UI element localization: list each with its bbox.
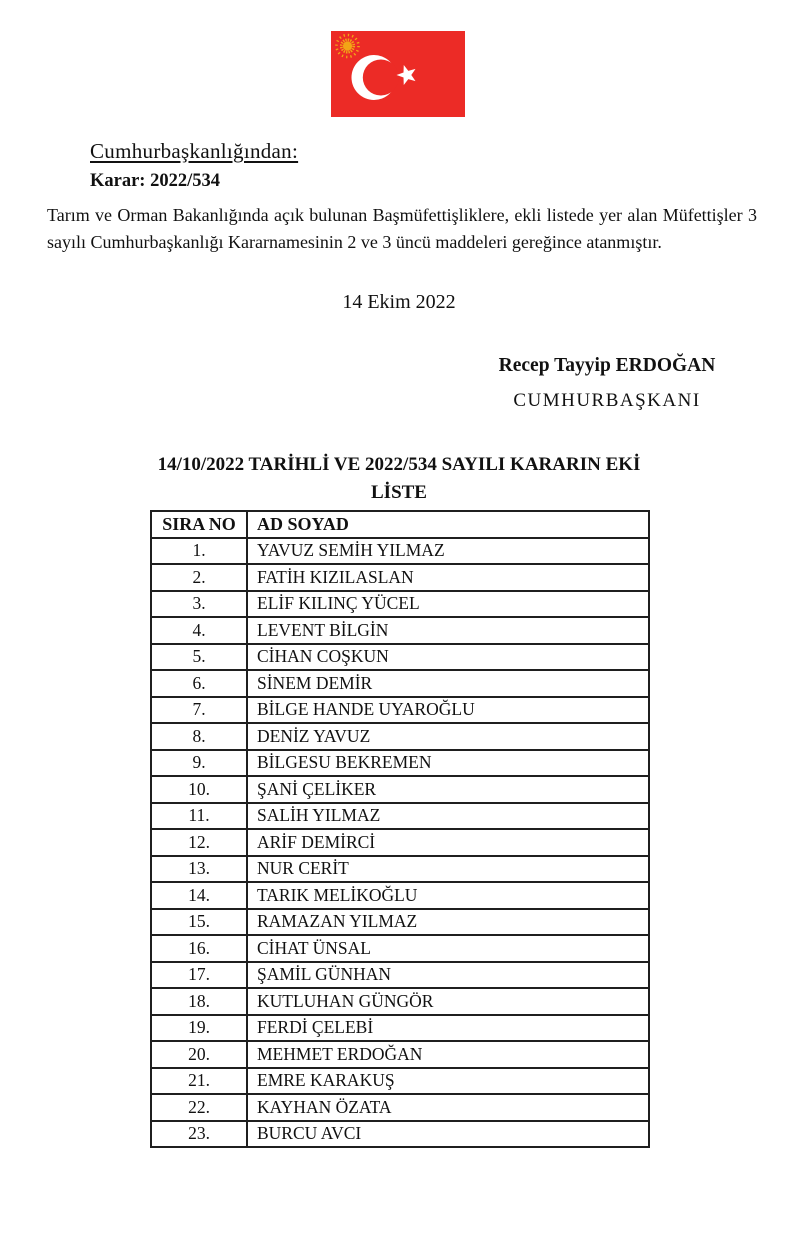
table-row (151, 538, 649, 565)
signatory-title: CUMHURBAŞKANI (513, 390, 701, 411)
row-name: BURCU AVCI (247, 1121, 649, 1148)
flag-graphic (331, 31, 465, 117)
table-row (151, 697, 649, 724)
row-name: SİNEM DEMİR (247, 670, 649, 697)
header-ad-soyad: AD SOYAD (247, 511, 649, 538)
row-name: ELİF KILINÇ YÜCEL (247, 591, 649, 618)
row-name: YAVUZ SEMİH YILMAZ (247, 538, 649, 565)
table-row (151, 909, 649, 936)
row-number: 19. (151, 1015, 247, 1042)
row-number: 4. (151, 617, 247, 644)
row-name: CİHAT ÜNSAL (247, 935, 649, 962)
row-number: 23. (151, 1121, 247, 1148)
sun-emblem-core (343, 41, 352, 50)
annex-list-title (0, 451, 798, 507)
crescent-inner (363, 60, 399, 96)
row-number: 20. (151, 1041, 247, 1068)
row-name: BİLGE HANDE UYAROĞLU (247, 697, 649, 724)
decision-body-paragraph: Tarım ve Orman Bakanlığında açık bulunan Başmüfettişliklere, ekli listede yer alan Müfettişler 3 sayılı Cumhurbaşkanlığı Kararnamesinin 2 ve 3 üncü maddeleri gereğince atanmıştır. (47, 205, 757, 252)
row-name: ŞANİ ÇELİKER (247, 776, 649, 803)
row-number: 10. (151, 776, 247, 803)
row-name: KAYHAN ÖZATA (247, 1094, 649, 1121)
table-row (151, 670, 649, 697)
table-row (151, 750, 649, 777)
row-name: ŞAMİL GÜNHAN (247, 962, 649, 989)
table-row (151, 829, 649, 856)
row-name: LEVENT BİLGİN (247, 617, 649, 644)
row-number: 14. (151, 882, 247, 909)
row-number: 11. (151, 803, 247, 830)
row-number: 7. (151, 697, 247, 724)
table-row (151, 1121, 649, 1148)
table-row (151, 1015, 649, 1042)
row-number: 21. (151, 1068, 247, 1095)
row-number: 1. (151, 538, 247, 565)
row-number: 6. (151, 670, 247, 697)
row-name: FATİH KIZILASLAN (247, 564, 649, 591)
row-number: 22. (151, 1094, 247, 1121)
turkish-presidential-flag (331, 31, 465, 117)
row-number: 5. (151, 644, 247, 671)
decision-number: Karar: 2022/534 (90, 171, 220, 191)
row-name: DENİZ YAVUZ (247, 723, 649, 750)
table-row (151, 988, 649, 1015)
row-name: NUR CERİT (247, 856, 649, 883)
table-row (151, 644, 649, 671)
row-number: 15. (151, 909, 247, 936)
row-name: MEHMET ERDOĞAN (247, 1041, 649, 1068)
annex-list-title-line2: LİSTE (371, 482, 427, 503)
row-number: 8. (151, 723, 247, 750)
table-row (151, 1041, 649, 1068)
row-name: FERDİ ÇELEBİ (247, 1015, 649, 1042)
row-number: 9. (151, 750, 247, 777)
row-number: 17. (151, 962, 247, 989)
table-row (151, 856, 649, 883)
table-row (151, 803, 649, 830)
table-row (151, 882, 649, 909)
row-name: RAMAZAN YILMAZ (247, 909, 649, 936)
table-row (151, 962, 649, 989)
table-row (151, 776, 649, 803)
row-name: TARIK MELİKOĞLU (247, 882, 649, 909)
issuer-heading: Cumhurbaşkanlığından: (90, 139, 299, 163)
table-row (151, 723, 649, 750)
row-number: 2. (151, 564, 247, 591)
row-number: 18. (151, 988, 247, 1015)
row-number: 12. (151, 829, 247, 856)
row-number: 3. (151, 591, 247, 618)
appointee-table (150, 510, 650, 1148)
row-number: 13. (151, 856, 247, 883)
annex-list-title-line1: 14/10/2022 TARİHLİ VE 2022/534 SAYILI KARARIN EKİ (157, 454, 641, 475)
header-sira-no: SIRA NO (151, 511, 247, 538)
table-row (151, 617, 649, 644)
decision-date: 14 Ekim 2022 (342, 291, 456, 313)
signatory-name: Recep Tayyip ERDOĞAN (498, 355, 716, 376)
row-name: ARİF DEMİRCİ (247, 829, 649, 856)
table-header-row (151, 511, 649, 538)
table-row (151, 935, 649, 962)
row-name: BİLGESU BEKREMEN (247, 750, 649, 777)
table-row (151, 1094, 649, 1121)
row-name: KUTLUHAN GÜNGÖR (247, 988, 649, 1015)
row-number: 16. (151, 935, 247, 962)
table-row (151, 564, 649, 591)
row-name: CİHAN COŞKUN (247, 644, 649, 671)
row-name: EMRE KARAKUŞ (247, 1068, 649, 1095)
table-row (151, 591, 649, 618)
row-name: SALİH YILMAZ (247, 803, 649, 830)
table-row (151, 1068, 649, 1095)
